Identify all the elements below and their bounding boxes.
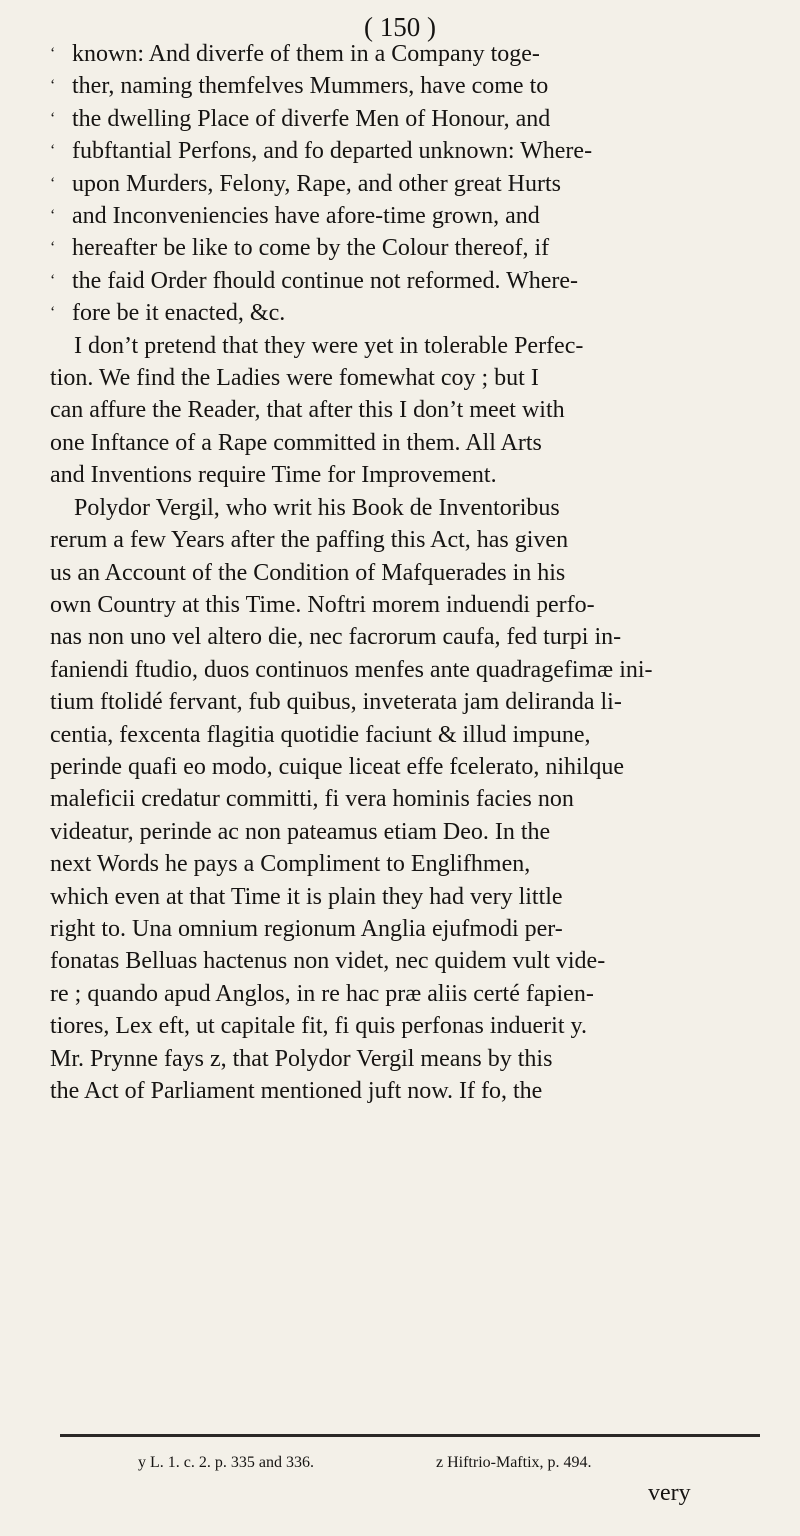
quote-mark: ‘ xyxy=(50,45,56,62)
text-line: and Inventions require Time for Improvement. xyxy=(50,462,497,489)
text-line: ‘ the dwelling Place of diverfe Men of Honour, and xyxy=(50,103,766,135)
quote-mark: ‘ xyxy=(50,304,56,322)
text-line: which even at that Time it is plain they had very little xyxy=(50,883,563,910)
quote-mark: ‘ xyxy=(50,174,56,192)
text-line: maleficii credatur committi, fi vera hominis facies non xyxy=(50,786,574,813)
text-line: tium ftolidé fervant, fub quibus, inveterata jam deliranda li- xyxy=(50,689,622,716)
quote-mark: ‘ xyxy=(50,109,56,127)
quote-mark: ‘ xyxy=(50,207,56,225)
text-line: ‘ upon Murders, Felony, Rape, and other great Hurts xyxy=(50,168,766,200)
footnote-y: y L. 1. c. 2. p. 335 and 336. xyxy=(138,1454,314,1471)
text-line: Polydor Vergil, who writ his Book de Inventoribus xyxy=(74,494,560,521)
quote-mark: ‘ xyxy=(50,77,56,95)
page-number: ( 150 ) xyxy=(364,12,436,42)
text-line: us an Account of the Condition of Mafquerades in his xyxy=(50,559,566,586)
text-line: can affure the Reader, that after this I don’t meet with xyxy=(50,397,565,424)
text-line: faniendi ftudio, duos continuos menfes ante quadragefimæ ini- xyxy=(50,656,653,683)
text-line: Mr. Prynne fays z, that Polydor Vergil means by this xyxy=(50,1045,553,1072)
text-line: one Inftance of a Rape committed in them. All Arts xyxy=(50,429,542,456)
text-line: nas non uno vel altero die, nec facrorum caufa, fed turpi in- xyxy=(50,624,622,651)
text-line: ‘ the faid Order fhould continue not reformed. Where- xyxy=(50,265,766,297)
text-line: tion. We find the Ladies were fomewhat coy ; but I xyxy=(50,365,539,392)
text-line: ‘ fore be it enacted, &c. xyxy=(50,297,766,329)
quote-mark: ‘ xyxy=(50,142,56,160)
text-line: own Country at this Time. Noftri morem induendi perfo- xyxy=(50,591,595,618)
text-line: centia, fexcenta flagitia quotidie faciunt & illud impune, xyxy=(50,721,591,748)
text-line: perinde quafi eo modo, cuique liceat effe fcelerato, nihilque xyxy=(50,753,624,780)
text-line: ‘ ther, naming themfelves Mummers, have come to xyxy=(50,70,766,102)
text-line: ‘ fubftantial Perfons, and fo departed unknown: Where- xyxy=(50,135,766,167)
text-line: ‘ hereafter be like to come by the Colour thereof, if xyxy=(50,232,766,264)
text-line: the Act of Parliament mentioned juft now. If fo, the xyxy=(50,1078,543,1104)
text-line: ‘ known: And diverfe of them in a Company toge- xyxy=(50,38,766,70)
catchword: very xyxy=(648,1480,691,1506)
text-line: next Words he pays a Compliment to Englifhmen, xyxy=(50,851,531,878)
text-line: re ; quando apud Anglos, in re hac præ aliis certé fapien- xyxy=(50,980,594,1007)
text-line: tiores, Lex eft, ut capitale fit, fi quis perfonas induerit y. xyxy=(50,1013,587,1040)
quote-mark: ‘ xyxy=(50,239,56,257)
quote-mark: ‘ xyxy=(50,271,56,289)
text-line: I don’t pretend that they were yet in tolerable Perfec- xyxy=(74,332,584,359)
text-line: rerum a few Years after the paffing this Act, has given xyxy=(50,527,569,554)
body-text xyxy=(50,38,766,1107)
text-line: right to. Una omnium regionum Anglia ejufmodi per- xyxy=(50,915,563,942)
text-line: videatur, perinde ac non pateamus etiam Deo. In the xyxy=(50,818,551,845)
footnote-z: z Hiftrio-Maftix, p. 494. xyxy=(436,1454,592,1471)
text-line: ‘ and Inconveniencies have afore-time grown, and xyxy=(50,200,766,232)
footnote-rule xyxy=(60,1434,760,1437)
text-line: fonatas Belluas hactenus non videt, nec quidem vult vide- xyxy=(50,948,606,975)
